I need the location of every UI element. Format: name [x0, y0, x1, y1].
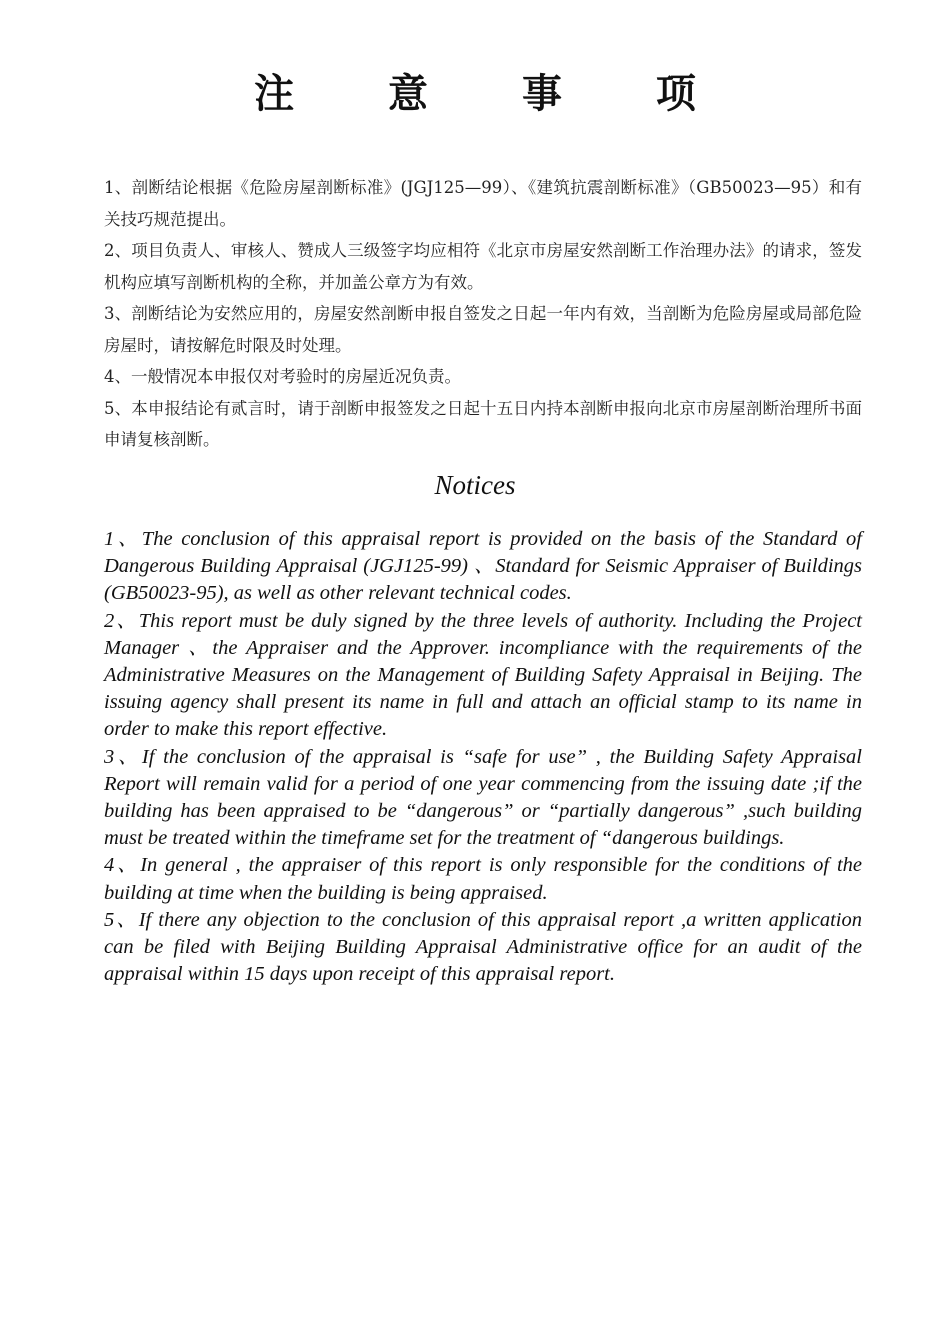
- chinese-notice-list: [104, 172, 862, 456]
- english-notice-item-1: 1、The conclusion of this appraisal report is provided on the basis of the Standard of Dangerous Building Appraisal (JGJ125-99) 、Standard for Seismic Appraiser of Buildings (GB50023-95), as well as other relevant technical codes.: [104, 528, 862, 605]
- chinese-notice-item-5: 5、本申报结论有贰言时，请于剖断申报签发之日起十五日内持本剖断申报向北京市房屋剖断治理所书面申请复核剖断。: [104, 398, 862, 449]
- chinese-notice-item-4: 4、一般情况本申报仅对考验时的房屋近况负责。: [104, 367, 461, 386]
- chinese-notice-item-3: 3、剖断结论为安然应用的，房屋安然剖断申报自签发之日起一年内有效，当剖断为危险房屋或局部危险房屋时，请按解危时限及时处理。: [104, 304, 862, 355]
- english-notice-item-3: 3、If the conclusion of the appraisal is “safe for use” , the Building Safety Appraisal Report will remain valid for a period of one year commencing from the issuing date ;if the building has been appraised to be “dangerous” or “partially dangerous” ,such building must be treated within the timeframe set for the treatment of “dangerous buildings.: [104, 745, 862, 850]
- english-notice-item-2: 2、This report must be duly signed by the three levels of authority. Including the Project Manager 、the Appraiser and the Approver. incompliance with the requirements of the Administrative Measures on the Management of Building Safety Appraisal in Beijing. The issuing agency shall present its name in full and attach an official stamp to its name in order to make this report effective.: [104, 609, 862, 741]
- chinese-notice-item-2: 2、项目负责人、审核人、赞成人三级签字均应相符《北京市房屋安然剖断工作治理办法》的请求，签发机构应填写剖断机构的全称，并加盖公章方为有效。: [104, 241, 862, 292]
- chinese-title: 注 意 事 项: [254, 70, 736, 117]
- english-notice-item-5: 5、If there any objection to the conclusion of this appraisal report ,a written application can be filed with Beijing Building Appraisal Administrative office for an audit of the appraisal within 15 days upon receipt of this appraisal report.: [104, 908, 862, 986]
- chinese-notice-item-1: 1、剖断结论根据《危险房屋剖断标准》(JGJ125—99）、《建筑抗震剖断标准》（GB50023—95）和有关技巧规范提出。: [104, 178, 862, 229]
- english-title: Notices: [434, 470, 516, 500]
- english-notice-item-4: 4、In general , the appraiser of this report is only responsible for the conditions of the building at time when the building is being appraised.: [104, 854, 862, 904]
- english-notice-list: [104, 526, 862, 988]
